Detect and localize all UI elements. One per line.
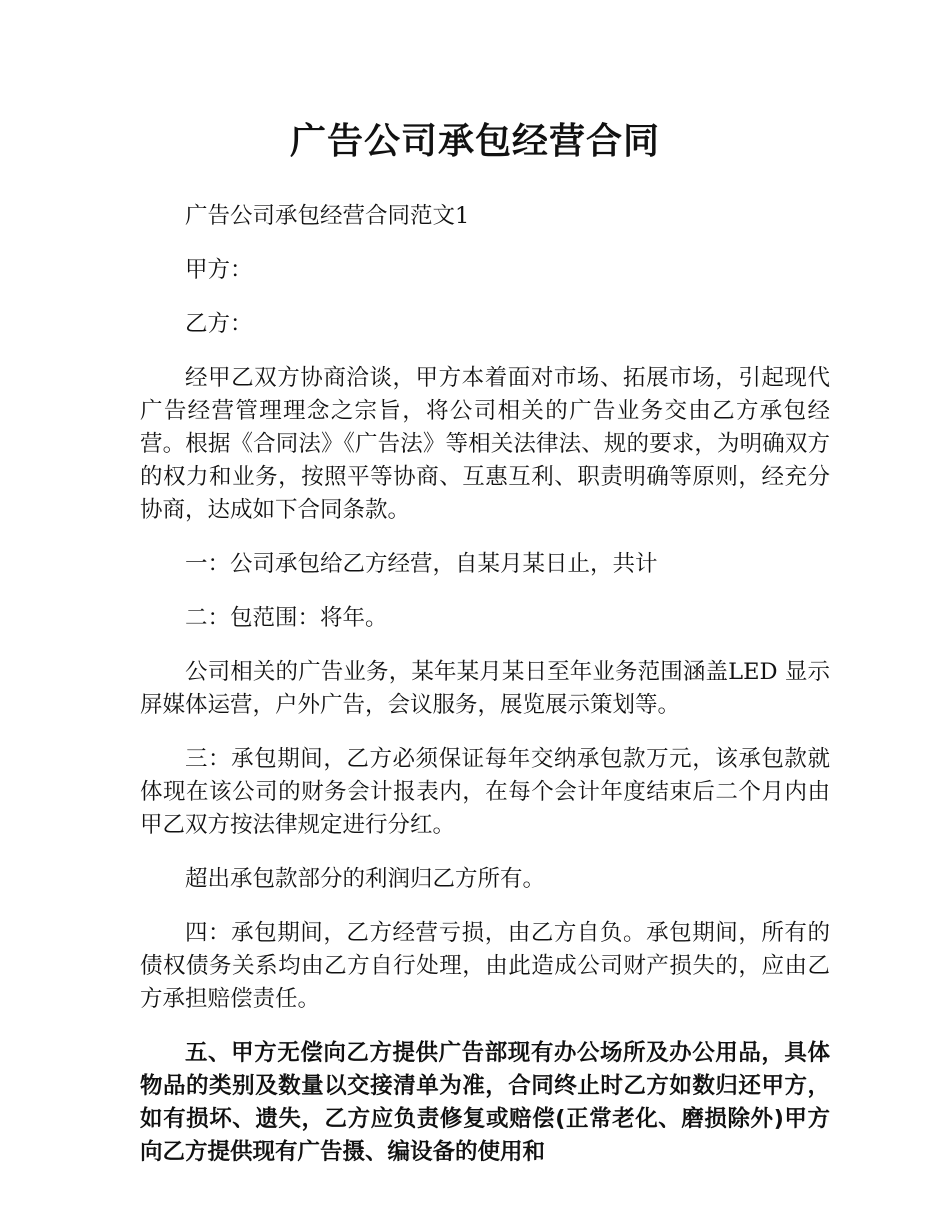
paragraph: 四：承包期间，乙方经营亏损，由乙方自负。承包期间，所有的债权债务关系均由乙方自行处理，由此造成公司财产损失的，应由乙方承担赔偿责任。 [140, 920, 830, 1012]
paragraph: 广告公司承包经营合同范文1 [185, 203, 470, 229]
paragraph: 二：包范围：将年。 [185, 605, 388, 631]
document-body [140, 200, 830, 1190]
paragraph: 一：公司承包给乙方经营，自某月某日止，共计 [185, 551, 658, 577]
paragraph: 公司相关的广告业务，某年某月某日至年业务范围涵盖LED 显示屏媒体运营，户外广告，会议服务，展览展示策划等。 [140, 659, 830, 718]
paragraph: 经甲乙双方协商洽谈，甲方本着面对市场、拓展市场，引起现代广告经营管理理念之宗旨，将公司相关的广告业务交由乙方承包经营。根据《合同法》《广告法》等相关法律法、规的要求，为明确双方的权力和业务，按照平等协商、互惠互利、职责明确等原则，经充分协商，达成如下合同条款。 [140, 365, 830, 523]
paragraph: 三：承包期间，乙方必须保证每年交纳承包款万元，该承包款就体现在该公司的财务会计报表内，在每个会计年度结束后二个月内由甲乙双方按法律规定进行分红。 [140, 746, 830, 838]
paragraph: 甲方： [185, 257, 253, 283]
paragraph-bold: 五、甲方无偿向乙方提供广告部现有办公场所及办公用品，具体物品的类别及数量以交接清单为准，合同终止时乙方如数归还甲方，如有损坏、遗失，乙方应负责修复或赔偿(正常老化、磨损除外)甲方向乙方提供现有广告摄、编设备的使用和 [140, 1040, 830, 1165]
document-title: 广告公司承包经营合同 [289, 121, 660, 162]
paragraph: 乙方： [185, 311, 253, 337]
paragraph: 超出承包款部分的利润归乙方所有。 [185, 866, 546, 892]
